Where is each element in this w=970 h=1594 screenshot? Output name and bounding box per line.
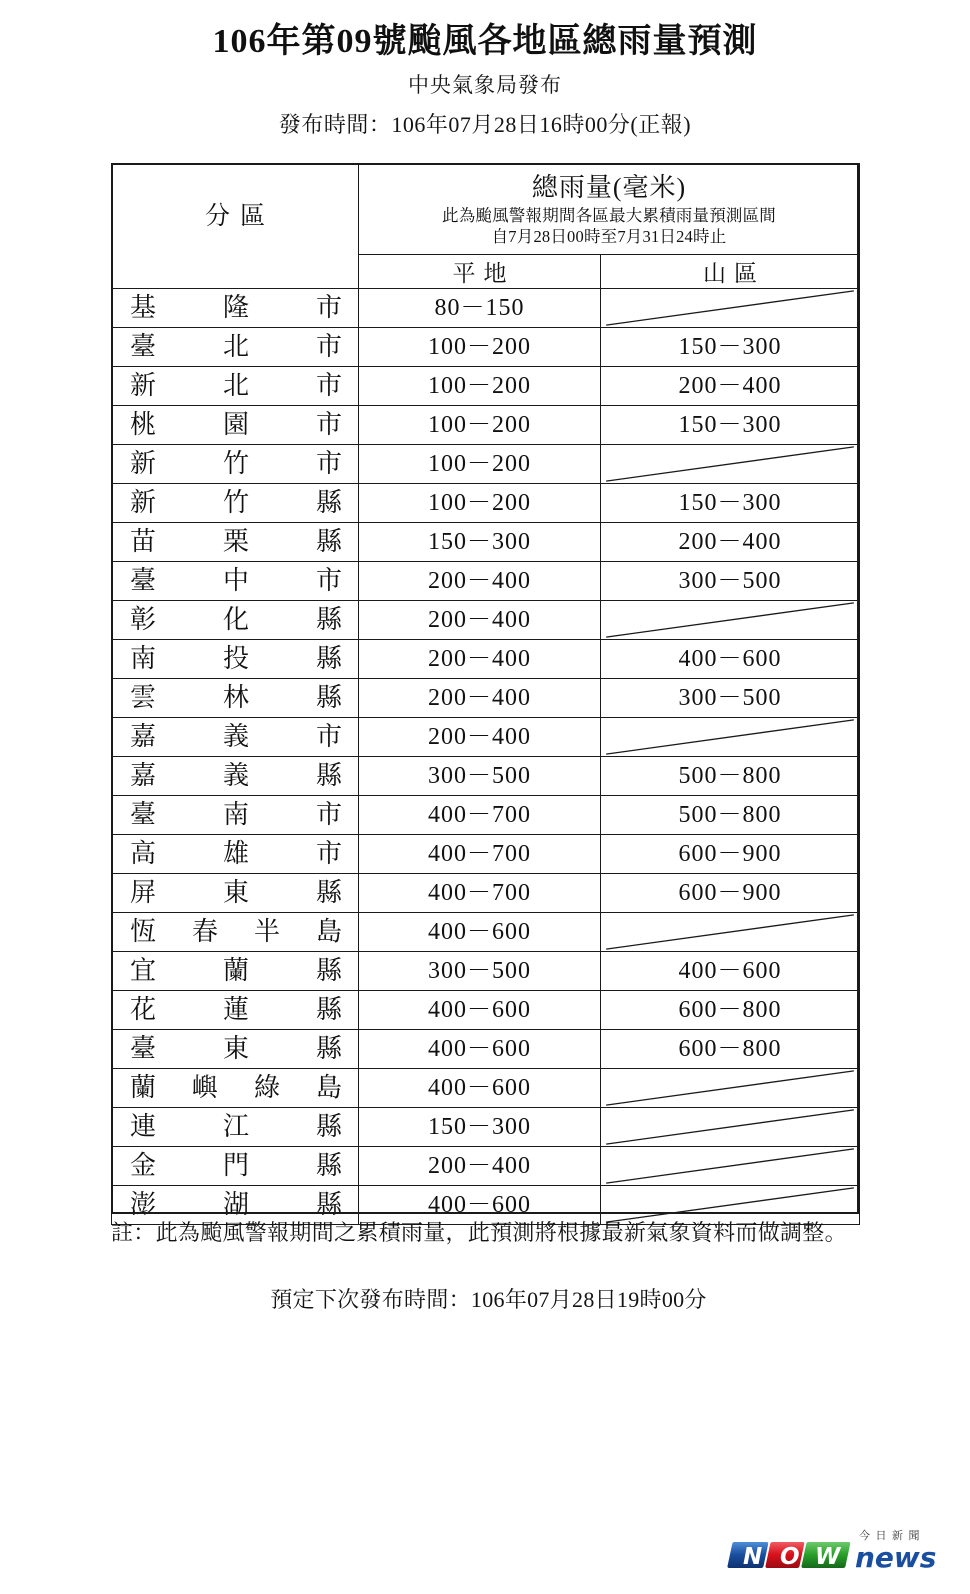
plain-rainfall-cell: 200－400: [359, 562, 601, 601]
plain-rainfall-cell: 400－600: [359, 1030, 601, 1069]
region-name-label: 新竹縣: [130, 488, 342, 517]
mountain-rainfall-cell: 400－600: [601, 640, 860, 679]
plain-rainfall-cell: 400－600: [359, 913, 601, 952]
table-row: [112, 406, 860, 445]
plain-rainfall-cell: 400－700: [359, 835, 601, 874]
region-name-cell: [112, 367, 359, 406]
table-row: [112, 1030, 860, 1069]
plain-rainfall-cell: 200－400: [359, 640, 601, 679]
table-row: [112, 601, 860, 640]
table-row: [112, 1147, 860, 1186]
table-row: [112, 796, 860, 835]
region-name-label: 新竹市: [130, 449, 342, 478]
mountain-rainfall-cell: 600－800: [601, 991, 860, 1030]
table-row: [112, 523, 860, 562]
table-row: [112, 562, 860, 601]
rainfall-forecast-table: [111, 163, 860, 1225]
region-name-cell: [112, 406, 359, 445]
header-total-rainfall-cell: [359, 164, 860, 255]
plain-rainfall-cell: 300－500: [359, 952, 601, 991]
mountain-rainfall-cell: 600－900: [601, 835, 860, 874]
mountain-rainfall-cell: 150－300: [601, 406, 860, 445]
region-name-label: 桃園市: [130, 410, 342, 439]
plain-rainfall-cell: 80－150: [359, 289, 601, 328]
region-name-label: 臺東縣: [130, 1034, 342, 1063]
region-name-label: 蘭嶼綠島: [130, 1073, 342, 1102]
logo-word-news: news: [855, 1541, 937, 1574]
document-header: [0, 0, 970, 139]
issue-time: 發布時間：106年07月28日16時00分(正報): [278, 112, 692, 138]
region-name-cell: [112, 913, 359, 952]
header-total-desc-line1: 此為颱風警報期間各區最大累積雨量預測區間: [442, 205, 776, 225]
header-total-title: 總雨量(毫米): [531, 172, 687, 202]
region-name-cell: [112, 835, 359, 874]
region-name-label: 新北市: [130, 371, 342, 400]
table-row: [112, 913, 860, 952]
plain-rainfall-cell: 100－200: [359, 445, 601, 484]
plain-rainfall-cell: 200－400: [359, 601, 601, 640]
region-name-label: 雲林縣: [130, 683, 342, 712]
header-region-label: 分區: [204, 203, 275, 230]
plain-rainfall-cell: 400－700: [359, 796, 601, 835]
next-issue-time: 預定下次發布時間：106年07月28日19時00分: [270, 1287, 707, 1312]
mountain-rainfall-cell: 600－900: [601, 874, 860, 913]
region-name-cell: [112, 1069, 359, 1108]
region-name-label: 嘉義縣: [130, 761, 342, 790]
plain-rainfall-cell: 200－400: [359, 1147, 601, 1186]
logo-letter-w: W: [815, 1544, 841, 1570]
mountain-rainfall-cell: 150－300: [601, 328, 860, 367]
plain-rainfall-cell: 400－600: [359, 1069, 601, 1108]
table-row: [112, 367, 860, 406]
region-name-label: 花蓮縣: [130, 995, 342, 1024]
table-row: [112, 718, 860, 757]
rainfall-table-container: [111, 163, 859, 1225]
region-name-label: 臺北市: [130, 332, 342, 361]
region-name-label: 臺中市: [130, 566, 342, 595]
plain-rainfall-cell: 400－600: [359, 991, 601, 1030]
region-name-cell: [112, 1147, 359, 1186]
region-name-label: 連江縣: [130, 1112, 342, 1141]
region-name-cell: [112, 874, 359, 913]
table-row: [112, 757, 860, 796]
mountain-rainfall-cell: 300－500: [601, 562, 860, 601]
region-name-label: 基隆市: [130, 293, 342, 322]
table-row: [112, 445, 860, 484]
header-col-mountain: 山區: [601, 255, 860, 289]
region-name-cell: [112, 484, 359, 523]
table-row: [112, 874, 860, 913]
region-name-label: 南投縣: [130, 644, 342, 673]
table-row: [112, 991, 860, 1030]
region-name-cell: [112, 679, 359, 718]
region-name-cell: [112, 952, 359, 991]
region-name-label: 苗栗縣: [130, 527, 342, 556]
table-header: [112, 164, 860, 289]
region-name-cell: [112, 562, 359, 601]
region-name-label: 金門縣: [130, 1151, 342, 1180]
table-row: [112, 328, 860, 367]
mountain-rainfall-cell-empty: [601, 718, 860, 757]
table-row: [112, 835, 860, 874]
region-name-label: 臺南市: [130, 800, 342, 829]
region-name-cell: [112, 1108, 359, 1147]
mountain-rainfall-cell: 150－300: [601, 484, 860, 523]
region-name-label: 彰化縣: [130, 605, 342, 634]
header-region-cell: [112, 164, 359, 289]
table-row: [112, 952, 860, 991]
header-col-plain: 平地: [359, 255, 601, 289]
plain-rainfall-cell: 100－200: [359, 484, 601, 523]
header-total-desc-line2: 自7月28日00時至7月31日24時止: [491, 226, 727, 246]
region-name-cell: [112, 328, 359, 367]
region-name-label: 屏東縣: [130, 878, 342, 907]
mountain-rainfall-cell: 200－400: [601, 523, 860, 562]
region-name-label: 澎湖縣: [130, 1190, 342, 1219]
plain-rainfall-cell: 100－200: [359, 406, 601, 445]
table-row: [112, 289, 860, 328]
mountain-rainfall-cell-empty: [601, 445, 860, 484]
logo-letter-o: O: [780, 1544, 800, 1570]
plain-rainfall-cell: 400－600: [359, 1186, 601, 1225]
plain-rainfall-cell: 150－300: [359, 1108, 601, 1147]
logo-tagline-text: 今日新聞: [859, 1529, 925, 1542]
region-name-cell: [112, 523, 359, 562]
footer-note: 註：此為颱風警報期間之累積雨量，此預測將根據最新氣象資料而做調整。: [111, 1220, 847, 1245]
region-name-cell: [112, 289, 359, 328]
plain-rainfall-cell: 100－200: [359, 367, 601, 406]
region-name-label: 高雄市: [130, 839, 342, 868]
table-body: [112, 289, 860, 1225]
region-name-label: 嘉義市: [130, 722, 342, 751]
plain-rainfall-cell: 200－400: [359, 718, 601, 757]
plain-rainfall-cell: 300－500: [359, 757, 601, 796]
mountain-rainfall-cell-empty: [601, 601, 860, 640]
mountain-rainfall-cell-empty: [601, 1108, 860, 1147]
mountain-rainfall-cell: 400－600: [601, 952, 860, 991]
region-name-cell: [112, 1030, 359, 1069]
region-name-cell: [112, 991, 359, 1030]
nownews-logo: [727, 1512, 957, 1574]
mountain-rainfall-cell: 200－400: [601, 367, 860, 406]
issuing-agency: 中央氣象局發布: [408, 73, 562, 98]
table-row: [112, 640, 860, 679]
mountain-rainfall-cell: 500－800: [601, 796, 860, 835]
mountain-rainfall-cell: 600－800: [601, 1030, 860, 1069]
table-row: [112, 679, 860, 718]
mountain-rainfall-cell: 300－500: [601, 679, 860, 718]
table-header-row-1: [112, 164, 860, 255]
mountain-rainfall-cell: 500－800: [601, 757, 860, 796]
table-row: [112, 1108, 860, 1147]
region-name-label: 宜蘭縣: [130, 956, 342, 985]
region-name-cell: [112, 718, 359, 757]
table-row: [112, 484, 860, 523]
plain-rainfall-cell: 400－700: [359, 874, 601, 913]
mountain-rainfall-cell-empty: [601, 1069, 860, 1108]
table-row: [112, 1069, 860, 1108]
region-name-cell: [112, 757, 359, 796]
page-title: 106年第09號颱風各地區總雨量預測: [212, 23, 758, 60]
region-name-label: 恆春半島: [130, 917, 342, 946]
plain-rainfall-cell: 150－300: [359, 523, 601, 562]
plain-rainfall-cell: 200－400: [359, 679, 601, 718]
region-name-cell: [112, 601, 359, 640]
plain-rainfall-cell: 100－200: [359, 328, 601, 367]
logo-letter-n: N: [743, 1544, 763, 1570]
mountain-rainfall-cell-empty: [601, 1147, 860, 1186]
region-name-cell: [112, 796, 359, 835]
region-name-cell: [112, 640, 359, 679]
mountain-rainfall-cell-empty: [601, 289, 860, 328]
region-name-cell: [112, 445, 359, 484]
mountain-rainfall-cell-empty: [601, 913, 860, 952]
